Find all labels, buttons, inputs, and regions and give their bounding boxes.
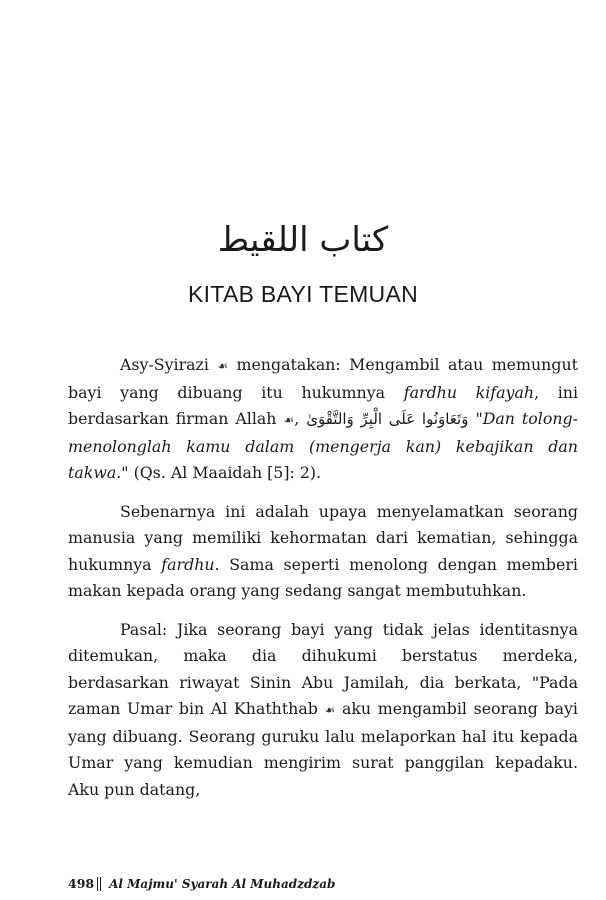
p2-term-fardhu: fardhu (161, 554, 215, 574)
p1-text-d: , ini berdasarkan firman Allah (68, 382, 579, 428)
quran-verse-arabic: وَتَعَاوَنُوا عَلَى الْبِرِّ وَالتَّقْوَىٰ (306, 410, 469, 428)
paragraph-3 (68, 617, 578, 804)
chapter-title: KITAB BAYI TEMUAN (187, 281, 419, 307)
page-number: 498 (68, 876, 95, 891)
quran-translation: "Dan tolong-menolonglah kamu dalam (mengerja kan) kebajikan dan takwa." (68, 409, 578, 482)
p2-text-c: . Sama seperti menolong dengan memberi makan kepada orang yang sedang sangat membutuhkan. (68, 554, 578, 600)
page-footer (68, 876, 578, 892)
p1-text-a: Asy-Syirazi (120, 355, 209, 374)
footer-divider-icon (97, 877, 98, 891)
honorific-umar-icon: ☙ (324, 703, 336, 717)
p3-text-b: aku mengambil seorang bayi yang dibuang. Seorang guruku lalu melaporkan hal itu kepada Umar yang kemudian mengirim surat panggilan kepadaku. Aku pun datang, (68, 699, 578, 799)
book-title: Al Majmu' Syarah Al Muhadzdzab (109, 877, 336, 891)
body-text (68, 352, 578, 815)
footer-divider-icon-2 (100, 877, 101, 891)
p1-text-b: mengatakan: Mengambil atau memungut bayi yang dibuang itu hukumnya (68, 355, 578, 402)
paragraph-1 (68, 352, 578, 487)
honorific-icon: ☙ (217, 359, 229, 373)
honorific-allah-icon: ☙ (283, 413, 295, 427)
p3-text-a: Pasal: Jika seorang bayi yang tidak jelas identitasnya ditemukan, maka dia dihukumi berstatus merdeka, berdasarkan riwayat Sinin Abu Jamilah, dia berkata, "Pada zaman Umar bin Al Khaththab (68, 619, 578, 718)
paragraph-2 (68, 499, 578, 605)
quran-citation: (Qs. Al Maaidah [5]: 2). (133, 463, 322, 482)
arabic-chapter-title: كتاب اللقيط (217, 220, 389, 260)
p1-term-fardhu-kifayah: fardhu kifayah (403, 382, 535, 402)
p2-text-a: Sebenarnya ini adalah upaya menyelamatkan seorang manusia yang memiliki kehormatan dari kematian, sehingga hukumnya (68, 501, 578, 574)
p1-text-e: , (294, 409, 300, 428)
